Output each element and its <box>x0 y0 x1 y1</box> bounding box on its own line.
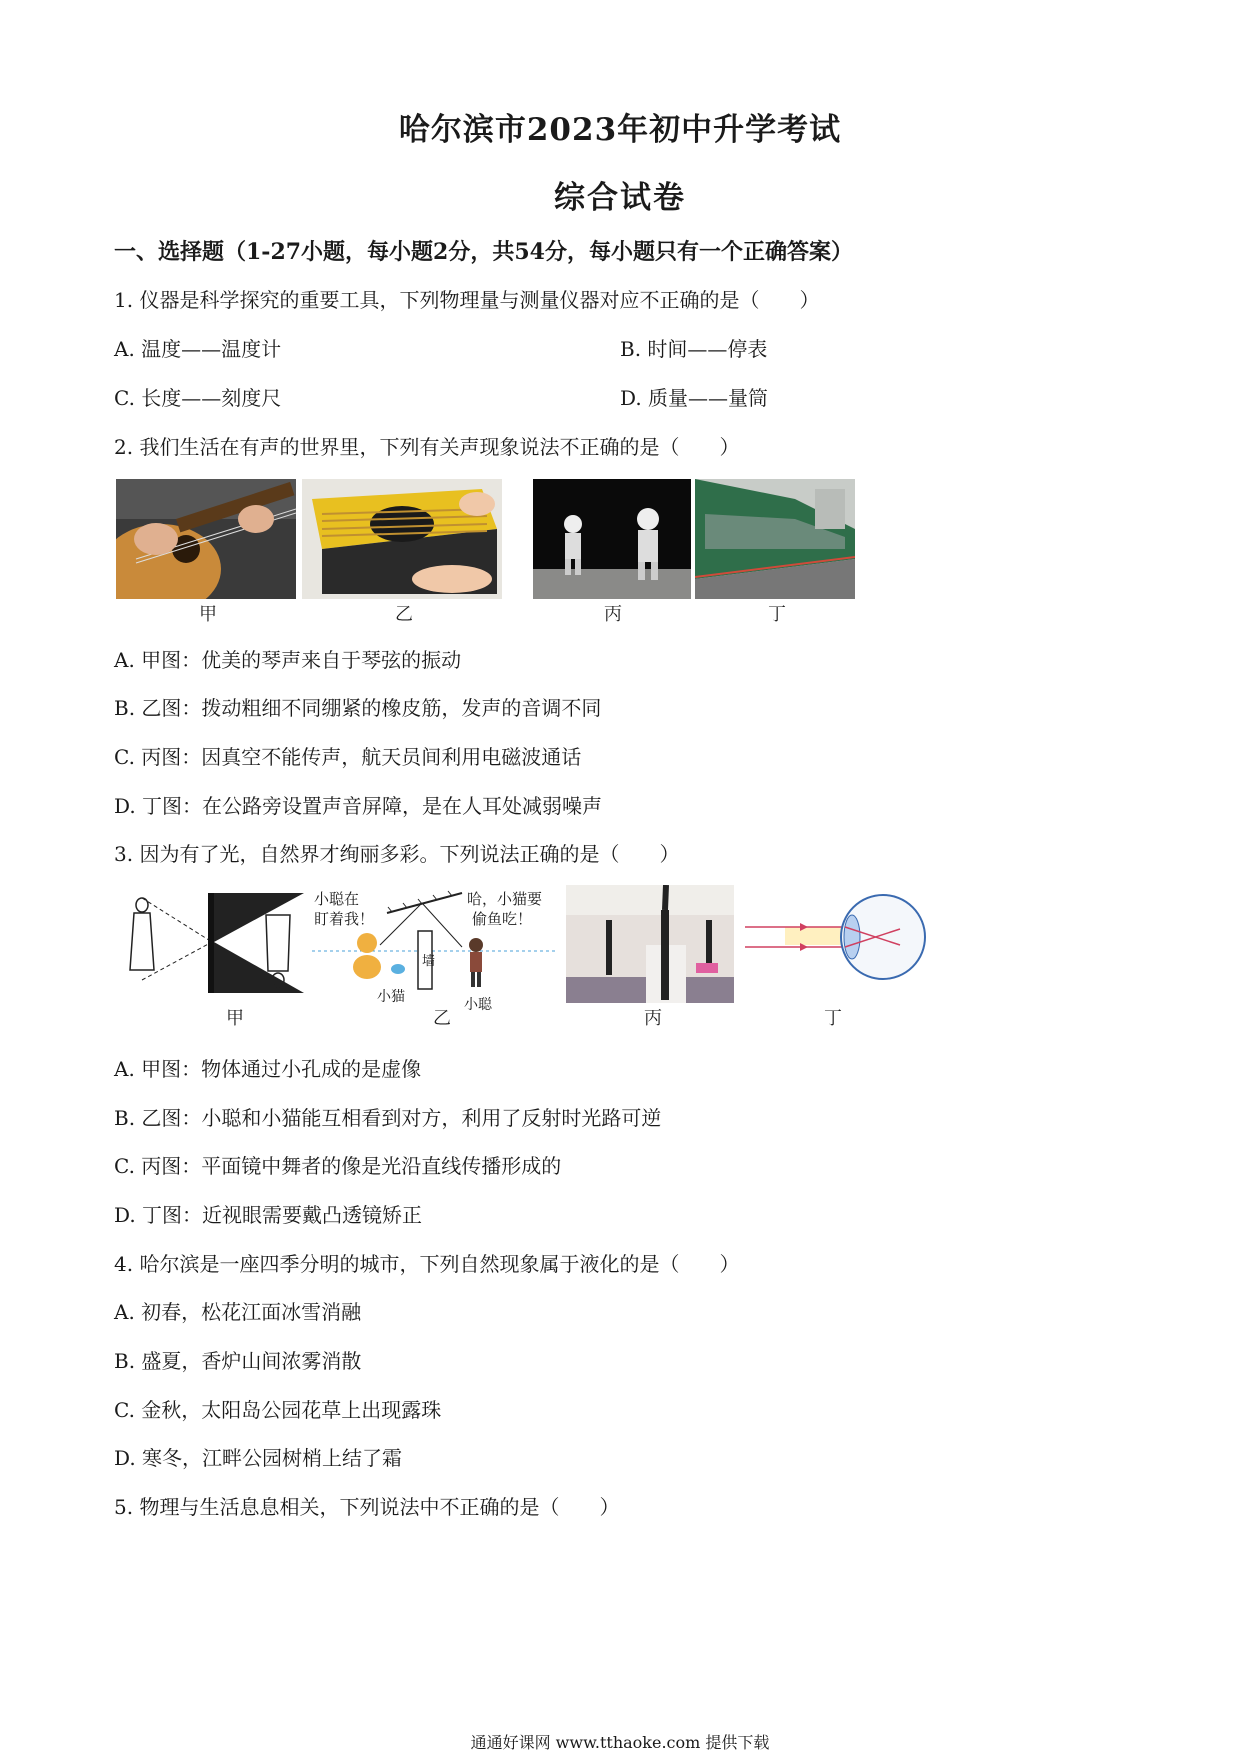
question-2-stem: 2. 我们生活在有声的世界里，下列有关声现象说法不正确的是（ ） <box>114 435 740 459</box>
question-3-option-b: B. 乙图：小聪和小猫能互相看到对方，利用了反射时光路可逆 <box>114 1106 662 1130</box>
question-1-stem: 1. 仪器是科学探究的重要工具，下列物理量与测量仪器对应不正确的是（ ） <box>114 288 820 312</box>
q3-bubble-right-1: 哈，小猫要 <box>467 890 543 908</box>
exam-subtitle: 综合试卷 <box>554 180 686 216</box>
rubber-band-box-photo <box>302 479 502 599</box>
q3-cat-label: 小猫 <box>377 989 405 1005</box>
question-3-option-c: C. 丙图：平面镜中舞者的像是光沿直线传播形成的 <box>114 1154 562 1178</box>
question-1-option-c: C. 长度——刻度尺 <box>114 386 282 410</box>
question-4-stem: 4. 哈尔滨是一座四季分明的城市，下列自然现象属于液化的是（ ） <box>114 1252 740 1276</box>
question-2-option-b: B. 乙图：拨动粗细不同绷紧的橡皮筋，发声的音调不同 <box>114 696 602 720</box>
pinhole-diagram <box>120 885 305 1000</box>
q3-caption-jia: 甲 <box>226 1008 244 1029</box>
question-3-option-a: A. 甲图：物体通过小孔成的是虚像 <box>114 1057 422 1081</box>
question-1-option-a: A. 温度——温度计 <box>114 337 282 361</box>
exam-title: 哈尔滨市2023年初中升学考试 <box>398 112 842 148</box>
section-heading: 一、选择题（1-27小题，每小题2分，共54分，每小题只有一个正确答案） <box>114 239 853 265</box>
guitar-photo <box>116 479 296 599</box>
astronauts-photo <box>533 479 691 599</box>
q3-caption-ding: 丁 <box>824 1008 842 1029</box>
question-4-option-a: A. 初春，松花江面冰雪消融 <box>114 1300 362 1324</box>
footer-text: 通通好课网 www.tthaoke.com 提供下载 <box>470 1733 770 1752</box>
q3-caption-bing: 丙 <box>644 1008 662 1029</box>
q2-caption-jia: 甲 <box>199 604 217 625</box>
q3-caption-yi: 乙 <box>433 1008 451 1029</box>
q3-bubble-left-1: 小聪在 <box>314 890 360 908</box>
question-2-option-c: C. 丙图：因真空不能传声，航天员间利用电磁波通话 <box>114 745 582 769</box>
question-3-stem: 3. 因为有了光，自然界才绚丽多彩。下列说法正确的是（ ） <box>114 842 680 866</box>
question-1-option-d: D. 质量——量筒 <box>620 386 769 410</box>
q3-boy-label: 小聪 <box>464 997 492 1013</box>
eye-diagram <box>740 885 930 1000</box>
noise-barrier-photo <box>695 479 855 599</box>
dancers-photo <box>566 885 734 1003</box>
question-2-option-d: D. 丁图：在公路旁设置声音屏障，是在人耳处减弱噪声 <box>114 794 603 818</box>
question-4-option-d: D. 寒冬，江畔公园树梢上结了霜 <box>114 1446 403 1470</box>
q3-wall-label: 墙 <box>422 954 436 969</box>
question-5-stem: 5. 物理与生活息息相关，下列说法中不正确的是（ ） <box>114 1495 620 1519</box>
question-2-option-a: A. 甲图：优美的琴声来自于琴弦的振动 <box>114 648 462 672</box>
q3-bubble-right-2: 偷鱼吃！ <box>472 910 533 928</box>
q2-caption-ding: 丁 <box>768 604 786 625</box>
q2-caption-yi: 乙 <box>395 604 413 625</box>
question-4-option-c: C. 金秋，太阳岛公园花草上出现露珠 <box>114 1398 442 1422</box>
question-1-option-b: B. 时间——停表 <box>620 337 768 361</box>
question-3-option-d: D. 丁图：近视眼需要戴凸透镜矫正 <box>114 1203 423 1227</box>
q3-bubble-left-2: 盯着我！ <box>314 910 375 928</box>
q2-caption-bing: 丙 <box>604 604 622 625</box>
question-4-option-b: B. 盛夏，香炉山间浓雾消散 <box>114 1349 362 1373</box>
